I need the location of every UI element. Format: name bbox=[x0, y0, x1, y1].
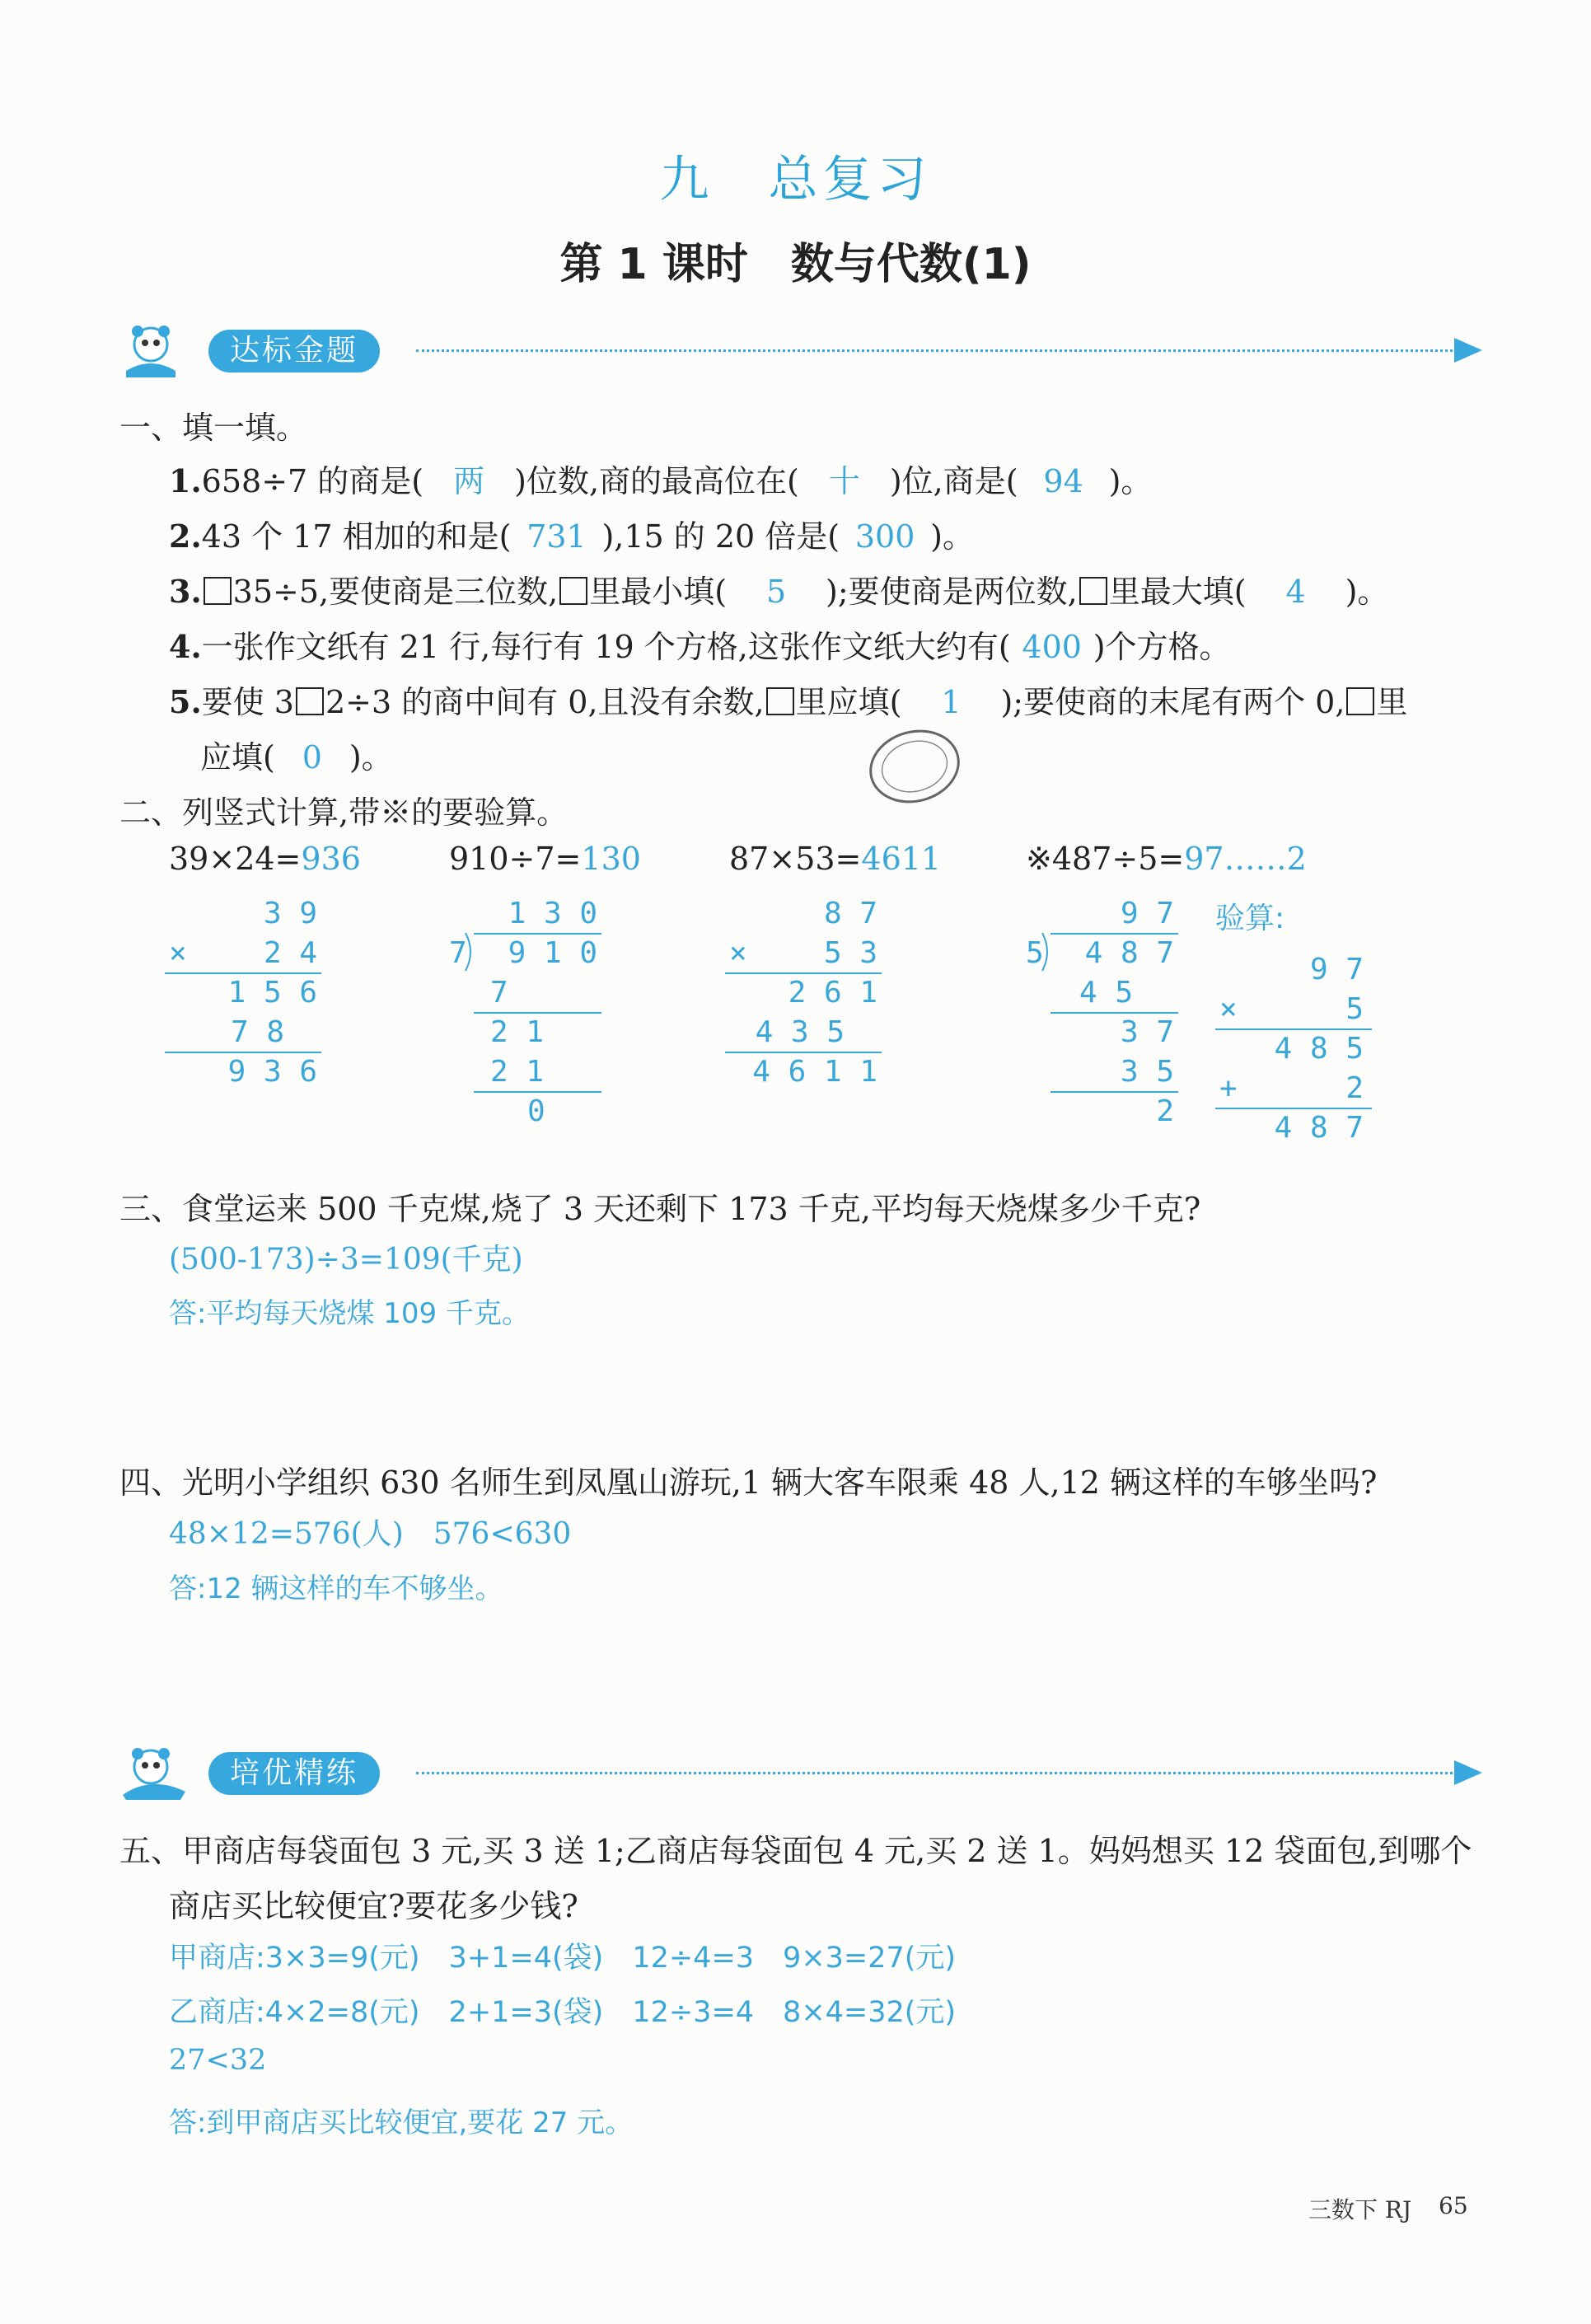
q5-compare: 27<32 bbox=[169, 2044, 267, 2077]
q1-item-1: 1.658÷7 的商是( 两 )位数,商的最高位在( 十 )位,商是( 94 )。 bbox=[169, 456, 1152, 501]
page-number: 65 bbox=[1439, 2192, 1468, 2219]
v5-row4: 2 bbox=[1345, 1071, 1364, 1105]
square-icon bbox=[766, 687, 794, 715]
q1-item-3: 3. 35÷5,要使商是三位数, 里最小填( 5 );要使商是两位数, 里最大填( 4 )。 bbox=[169, 573, 1389, 610]
arrow-icon bbox=[1454, 338, 1482, 363]
answer: 731 bbox=[526, 518, 587, 555]
q4-calc: 48×12=576(人) 576<630 bbox=[169, 1517, 572, 1551]
v3-op: × bbox=[729, 936, 747, 970]
q3-text: 三、食堂运来 500 千克煤,烧了 3 天还剩下 173 千克,平均每天烧煤多少千克? bbox=[119, 1191, 1201, 1227]
v5-row1: 9 7 bbox=[1309, 953, 1364, 986]
v5-row3: 4 8 5 bbox=[1274, 1032, 1364, 1066]
q5-calc-a: 甲商店:3×3=9(元) 3+1=4(袋) 12÷4=3 9×3=27(元) bbox=[169, 1942, 957, 1975]
square-icon bbox=[559, 577, 587, 605]
q1-item-5: 5.要使 3 2÷3 的商中间有 0,且没有余数, 里应填( 1 );要使商的末尾有两个 0, 里 bbox=[169, 683, 1408, 720]
stamp-icon bbox=[865, 725, 964, 808]
answer: 400 bbox=[1022, 629, 1082, 665]
v4-quotient: 9 7 bbox=[1120, 897, 1174, 930]
square-icon bbox=[1346, 687, 1374, 715]
v4-step3: 3 5 bbox=[1120, 1055, 1174, 1089]
q5-text-line2: 商店买比较便宜?要花多少钱? bbox=[169, 1888, 578, 1924]
v3-row5: 4 6 1 1 bbox=[752, 1055, 877, 1089]
section-label: 达标金题 bbox=[208, 330, 380, 372]
square-icon bbox=[296, 687, 324, 715]
q1-item-4: 4.一张作文纸有 21 行,每行有 19 个方格,这张作文纸大约有( 400 )个方格。 bbox=[169, 628, 1231, 665]
answer: 十 bbox=[828, 463, 860, 499]
check-label: 验算: bbox=[1215, 902, 1285, 935]
answer: 94 bbox=[1043, 463, 1083, 499]
q4-text: 四、光明小学组织 630 名师生到凤凰山游玩,1 辆大客车限乘 48 人,12 辆这样的车够坐吗? bbox=[119, 1464, 1378, 1501]
v1-op: × bbox=[169, 936, 187, 970]
panda-mascot-icon bbox=[119, 1745, 210, 1803]
calc-2: 910÷7=130 bbox=[449, 841, 641, 877]
v5-row2: 5 bbox=[1345, 992, 1364, 1026]
answer: 0 bbox=[302, 739, 322, 775]
section-banner-basic bbox=[119, 323, 1487, 376]
section-label: 培优精练 bbox=[208, 1752, 380, 1795]
q5-calc-b: 乙商店:4×2=8(元) 2+1=3(袋) 12÷3=4 8×4=32(元) bbox=[169, 1996, 957, 2029]
square-icon bbox=[1079, 577, 1107, 605]
answer: 两 bbox=[453, 463, 485, 499]
calc-3: 87×53=4611 bbox=[729, 841, 942, 877]
footer-book: 三数下 RJ bbox=[1308, 2196, 1412, 2223]
v1-row2: 2 4 bbox=[263, 936, 317, 970]
answer: 300 bbox=[854, 518, 915, 555]
v3-row4: 4 3 5 bbox=[755, 1015, 845, 1049]
q5-answer: 答:到甲商店买比较便宜,要花 27 元。 bbox=[169, 2106, 634, 2139]
v4-dividend: 4 8 7 bbox=[1084, 936, 1174, 970]
v2-step4: 0 bbox=[527, 1094, 545, 1128]
v2-step3: 2 1 bbox=[490, 1055, 545, 1089]
panda-mascot-icon bbox=[119, 323, 210, 381]
calc-1: 39×24=936 bbox=[169, 841, 361, 877]
v3-row2: 5 3 bbox=[823, 936, 877, 970]
v1-row4: 7 8 bbox=[230, 1015, 284, 1049]
v5-row5: 4 8 7 bbox=[1274, 1111, 1364, 1145]
v5-op1: × bbox=[1219, 992, 1238, 1026]
arrow-icon bbox=[1454, 1760, 1482, 1785]
q4-answer: 答:12 辆这样的车不够坐。 bbox=[169, 1572, 503, 1605]
v2-step2: 2 1 bbox=[490, 1015, 545, 1049]
calc-4: ※487÷5=97……2 bbox=[1026, 841, 1307, 877]
lesson-title: 第 1 课时 数与代数(1) bbox=[559, 240, 1032, 289]
v4-step1: 4 5 bbox=[1079, 976, 1133, 1010]
q1-item-2: 2.43 个 17 相加的和是( 731 ),15 的 20 倍是( 300 )。 bbox=[169, 518, 974, 555]
v2-quotient: 1 3 0 bbox=[508, 897, 597, 930]
dotted-divider bbox=[416, 349, 1462, 352]
chapter-title: 九 总复习 bbox=[659, 151, 932, 209]
square-icon bbox=[204, 577, 232, 605]
section-banner-advanced bbox=[119, 1745, 1487, 1798]
v5-op2: + bbox=[1219, 1071, 1238, 1105]
q3-calc: (500-173)÷3=109(千克) bbox=[169, 1243, 523, 1277]
q5-text-line1: 五、甲商店每袋面包 3 元,买 3 送 1;乙商店每袋面包 4 元,买 2 送 1。妈妈想买 12 袋面包,到哪个 bbox=[119, 1833, 1472, 1869]
v4-divisor: 5 bbox=[1026, 936, 1044, 970]
v1-row1: 3 9 bbox=[263, 897, 317, 930]
dotted-divider bbox=[416, 1772, 1462, 1774]
q1-item-5-cont: 应填( 0 )。 bbox=[200, 739, 393, 775]
q2-heading: 二、列竖式计算,带※的要验算。 bbox=[119, 794, 569, 831]
v4-step2: 3 7 bbox=[1120, 1015, 1174, 1049]
v2-divisor: 7 bbox=[449, 936, 467, 970]
v3-row1: 8 7 bbox=[823, 897, 877, 930]
v1-row3: 1 5 6 bbox=[227, 976, 317, 1010]
q3-answer: 答:平均每天烧煤 109 千克。 bbox=[169, 1297, 530, 1330]
q1-heading: 一、填一填。 bbox=[119, 410, 308, 446]
v3-row3: 2 6 1 bbox=[788, 976, 877, 1010]
v2-dividend: 9 1 0 bbox=[508, 936, 597, 970]
v2-step1: 7 bbox=[490, 976, 508, 1010]
v4-step4: 2 bbox=[1156, 1094, 1174, 1128]
answer: 1 bbox=[941, 684, 962, 720]
v1-row5: 9 3 6 bbox=[227, 1055, 317, 1089]
answer: 4 bbox=[1285, 574, 1306, 610]
answer: 5 bbox=[765, 574, 787, 610]
